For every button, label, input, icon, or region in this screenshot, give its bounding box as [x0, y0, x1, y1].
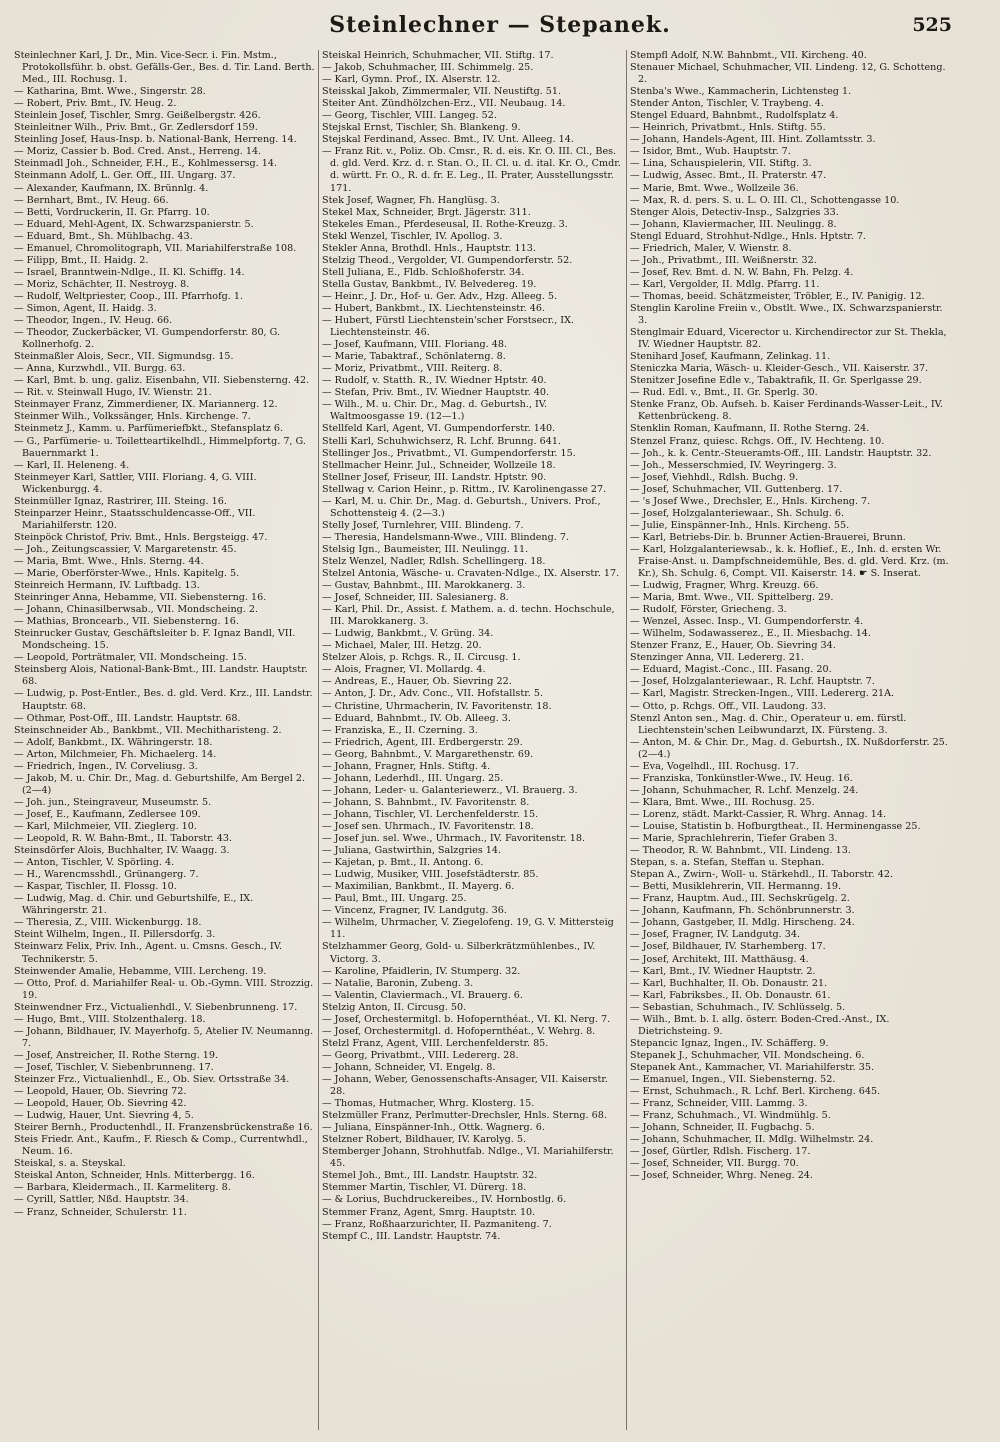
directory-entry: — Josef, Orchestermitgl. d. Hofopernthéat., V. Wehrg. 8. [322, 1025, 596, 1037]
directory-entry: — Kajetan, p. Bmt., II. Antong. 6. [322, 857, 484, 869]
directory-entry: — Heinr., J. Dr., Hof- u. Ger. Adv., Hzg. Alleeg. 5. [322, 290, 558, 302]
page-number: 525 [912, 14, 952, 36]
directory-entry: — Marie, Bmt. Wwe., Wollzeile 36. [630, 182, 799, 194]
directory-entry: — Friedrich, Maler, V. Wienstr. 8. [630, 242, 792, 254]
directory-entry: — & Lorius, Buchdruckereibes., IV. Hornbostlg. 6. [322, 1194, 567, 1206]
directory-entry: — Wilh., Bmt. b. I. allg. österr. Boden-Cred.-Anst., IX. Dietrichsteing. 9. [630, 1013, 890, 1037]
directory-entry: — Simon, Agent, II. Haidg. 3. [14, 302, 157, 314]
directory-entry: — Theodor, R. W. Bahnbmt., VII. Lindeng. 13. [630, 845, 851, 857]
directory-entry: — Klara, Bmt. Wwe., III. Rochusg. 25. [630, 796, 815, 808]
directory-entry: — Marie, Sprachlehrerin, Tiefer Graben 3. [630, 833, 838, 845]
directory-entry: — Rudolf, v. Statth. R., IV. Wiedner Hptstr. 40. [322, 375, 547, 387]
directory-entry: Stellmacher Heinr. Jul., Schneider, Wollzeile 18. [322, 459, 556, 471]
column-2 [322, 50, 624, 1432]
directory-entry: Stempf C., III. Landstr. Hauptstr. 74. [322, 1230, 501, 1242]
directory-entry: — Andreas, E., Hauer, Ob. Sievring 22. [322, 676, 512, 688]
column-divider [318, 50, 319, 1430]
directory-entry: Stengl Eduard, Strohhut-Ndlge., Hnls. Hptstr. 7. [630, 230, 866, 242]
directory-entry: — Eduard, Bahnbmt., IV. Ob. Alleeg. 3. [322, 712, 511, 724]
directory-entry: — Juliana, Gastwirthin, Salzgries 14. [322, 845, 502, 857]
directory-entry: Stenke Franz, Ob. Aufseh. b. Kaiser Ferdinands-Wasser-Leit., IV. Kettenbrückeng. 8. [630, 399, 943, 423]
directory-entry: — Otto, Prof. d. Mariahilfer Real- u. Ob.-Gymn. VIII. Strozzig. 19. [14, 977, 314, 1001]
directory-entry: Stejskal Ferdinand, Assec. Bmt., IV. Unt. Alleeg. 14. [322, 134, 574, 146]
directory-entry: Stelsig Ign., Baumeister, III. Neulingg. 11. [322, 543, 529, 555]
directory-entry: — Joh., Messerschmied, IV. Weyringerg. 3. [630, 459, 837, 471]
directory-entry: Stemberger Johann, Strohhutfab. Ndlge., VI. Mariahilferstr. 45. [322, 1146, 614, 1170]
directory-entry: — Emanuel, Chromolitograph, VII. Mariahilferstraße 108. [14, 242, 297, 254]
directory-entry: Stenglin Karoline Freiin v., Obstlt. Wwe., IX. Schwarzspanierstr. 3. [630, 302, 943, 327]
directory-entry: — Josef, Schuhmacher, VII. Guttenberg. 17. [630, 483, 843, 495]
directory-entry: — Ludwig, Bankbmt., V. Grüng. 34. [322, 628, 494, 640]
directory-entry: — Ludwig, p. Post-Entler., Bes. d. gld. Verd. Krz., III. Landstr. Hauptstr. 68. [14, 688, 313, 712]
directory-entry: Stekeles Eman., Pferdeseusal, II. Rothe-Kreuzg. 3. [322, 218, 568, 230]
directory-entry: Stepanek Ant., Kammacher, VI. Mariahilferstr. 35. [630, 1061, 874, 1073]
directory-entry: — Betti, Vordruckerin, II. Gr. Pfarrg. 10. [14, 206, 210, 218]
directory-entry: — Theresia, Z., VIII. Wickenburgg. 18. [14, 917, 202, 929]
directory-entry: — Jakob, M. u. Chir. Dr., Mag. d. Geburtshilfe, Am Bergel 2. (2—4) [14, 772, 306, 796]
directory-entry: — Rudolf, Weltpriester, Coop., III. Pfarrhofg. 1. [14, 290, 244, 302]
directory-entry: — Karl, Gymn. Prof., IX. Alserstr. 12. [322, 74, 501, 86]
directory-entry: — Johann, S. Bahnbmt., IV. Favoritenstr. 8. [322, 796, 530, 808]
directory-entry: Steinleitner Wilh., Priv. Bmt., Gr. Zedlersdorf 159. [14, 122, 258, 134]
page-header [0, 12, 1000, 46]
directory-entry: Stejskal Ernst, Tischler, Sh. Blankeng. 9. [322, 122, 521, 134]
column-3 [630, 50, 950, 1432]
directory-entry: Stenglmair Eduard, Vicerector u. Kirchendirector zur St. Thekla, IV. Wiedner Hauptstr. 82. [630, 327, 947, 351]
directory-entry: Steinmaßler Alois, Secr., VII. Sigmundsg. 15. [14, 351, 234, 363]
directory-entry: — Mathias, Broncearb., VII. Siebensterng. 16. [14, 616, 239, 628]
column-divider [626, 50, 627, 1430]
directory-entry: Stengel Eduard, Bahnbmt., Rudolfsplatz 4. [630, 110, 839, 122]
directory-entry: — Josef, Schneider, Whrg. Neneg. 24. [630, 1170, 813, 1182]
directory-entry: — Josef, Viehhdl., Rdlsh. Buchg. 9. [630, 471, 799, 483]
column-1 [14, 50, 316, 1432]
directory-entry: Steinrucker Gustav, Geschäftsleiter b. F. Ignaz Bandl, VII. Mondscheing. 15. [14, 628, 296, 652]
directory-entry: — Barbara, Kleidermach., II. Karmeliterg. 8. [14, 1182, 231, 1194]
directory-entry: — Josef, Schneider, VII. Burgg. 70. [630, 1158, 799, 1170]
directory-entry: — Josef, Gürtler, Rdlsh. Fischerg. 17. [630, 1146, 811, 1158]
directory-entry: Stepan, s. a. Stefan, Steffan u. Stephan. [630, 857, 825, 869]
directory-entry: Stelzner Robert, Bildhauer, IV. Karolyg. 5. [322, 1134, 527, 1146]
directory-entry: Stenzel Franz, quiesc. Rchgs. Off., IV. Hechteng. 10. [630, 435, 885, 447]
directory-entry: — Leopold, Hauer, Ob. Sievring 42. [14, 1098, 187, 1110]
directory-entry: — Johann, Handels-Agent, III. Hint. Zollamtsstr. 3. [630, 134, 876, 146]
directory-entry: — Sebastian, Schuhmach., IV. Schlüsselg. 5. [630, 1001, 846, 1013]
directory-entry: Stemel Joh., Bmt., III. Landstr. Hauptstr. 32. [322, 1170, 538, 1182]
directory-entry: Stek Josef, Wagner, Fh. Hanglüsg. 3. [322, 194, 500, 206]
directory-entry: — Valentin, Claviermach., VI. Brauerg. 6. [322, 989, 523, 1001]
directory-entry: Stelly Josef, Turnlehrer, VIII. Blindeng. 7. [322, 519, 524, 531]
directory-entry: — Josef, Holzgalanteriewaar., Sh. Schulg. 6. [630, 507, 845, 519]
directory-entry: — Robert, Priv. Bmt., IV. Heug. 2. [14, 98, 177, 110]
directory-entry: — Johann, Leder- u. Galanteriewerz., VI. Brauerg. 3. [322, 784, 578, 796]
directory-entry: — Karl, Bmt. b. ung. galiz. Eisenbahn, VII. Siebensterng. 42. [14, 375, 310, 387]
directory-entry: — Leopold, R. W. Bahn-Bmt., II. Taborstr. 43. [14, 833, 233, 845]
directory-entry: — Eduard, Magist.-Conc., III. Fasang. 20. [630, 664, 832, 676]
directory-entry: — Vincenz, Fragner, IV. Landgutg. 36. [322, 905, 507, 917]
directory-entry: Steinmüller Ignaz, Rastrirer, III. Steing. 16. [14, 495, 227, 507]
directory-entry: — Arton, Milchmeier, Fh. Michaelerg. 14. [14, 748, 217, 760]
directory-entry: — Franz, Schneider, Schulerstr. 11. [14, 1206, 187, 1218]
directory-entry: — Karl, Vergolder, II. Mdlg. Pfarrg. 11. [630, 278, 820, 290]
directory-entry: Stender Anton, Tischler, V. Traybeng. 4. [630, 98, 824, 110]
directory-entry: — Anton, Tischler, V. Spörling. 4. [14, 857, 175, 869]
directory-entry: — Anna, Kurzwhdl., VII. Burgg. 63. [14, 363, 186, 375]
directory-entry: — Alexander, Kaufmann, IX. Brünnlg. 4. [14, 182, 209, 194]
directory-entry: — Georg, Tischler, VIII. Langeg. 52. [322, 110, 497, 122]
directory-entry: — Josef, Kaufmann, VIII. Floriang. 48. [322, 339, 508, 351]
directory-entry: — Otto, p. Rchgs. Off., VII. Laudong. 33. [630, 700, 827, 712]
directory-entry: — Lorenz, städt. Markt-Cassier, R. Whrg. Annag. 14. [630, 808, 886, 820]
directory-entry: Stempfl Adolf, N.W. Bahnbmt., VII. Kircheng. 40. [630, 50, 867, 61]
directory-entry: Steirer Bernh., Productenhdl., II. Franzensbrückenstraße 16. [14, 1122, 313, 1134]
directory-entry: Stekel Max, Schneider, Brgt. Jägerstr. 311. [322, 206, 531, 218]
directory-entry: Stekler Anna, Brothdl. Hnls., Hauptstr. 113. [322, 242, 536, 254]
directory-entry: — Johann, Chinasilberwsab., VII. Mondscheing. 2. [14, 604, 259, 616]
directory-entry: — Israel, Branntwein-Ndlge., II. Kl. Schiffg. 14. [14, 266, 245, 278]
directory-entry: Steinwarz Felix, Priv. Inh., Agent. u. Cmsns. Gesch., IV. Technikerstr. 5. [14, 941, 282, 965]
directory-entry: Stenauer Michael, Schuhmacher, VII. Lindeng. 12, G. Schotteng. 2. [630, 62, 946, 86]
directory-entry: — Johann, Schuhmacher, R. Lchf. Menzelg. 24. [630, 784, 859, 796]
directory-entry: Stelzig Anton, II. Circusg. 50. [322, 1001, 467, 1013]
directory-entry: Steiskal Heinrich, Schuhmacher, VII. Stiftg. 17. [322, 50, 554, 61]
directory-entry: Stenklin Roman, Kaufmann, II. Rothe Sterng. 24. [630, 423, 870, 435]
directory-entry: Steinsdörfer Alois, Buchhalter, IV. Waagg. 3. [14, 845, 230, 857]
directory-entry: Steniczka Maria, Wäsch- u. Kleider-Gesch., VII. Kaiserstr. 37. [630, 363, 929, 375]
directory-entry: Stelzel Antonia, Wäsche- u. Cravaten-Ndlge., IX. Alserstr. 17. [322, 568, 620, 580]
directory-entry: — Rud. Edl. v., Bmt., II. Gr. Sperlg. 30. [630, 387, 818, 399]
directory-entry: — Ludwig, Assec. Bmt., II. Praterstr. 47. [630, 170, 827, 182]
directory-entry: — Karl, Buchhalter, II. Ob. Donaustr. 21. [630, 977, 828, 989]
directory-entry: Stemmer Franz, Agent, Smrg. Hauptstr. 10. [322, 1206, 536, 1218]
directory-entry: — Franz Rit. v., Poliz. Ob. Cmsr., R. d. eis. Kr. O. III. Cl., Bes. d. gld. Verd. Krz. d. r. Stan. O., II. Cl. u. d. ital. Kr. O., Cmdr. d. württ. Fr. O., R. d. fr. E. Leg., II. Prater, Ausstellungsstr. 171. [322, 146, 621, 194]
directory-entry: Steinschneider Ab., Bankbmt., VII. Mechitharisteng. 2. [14, 724, 282, 736]
directory-entry: — Ludwig, Fragner, Whrg. Kreuzg. 66. [630, 580, 819, 592]
directory-entry: Steinparzer Heinr., Staatsschuldencasse-Off., VII. Mariahilferstr. 120. [14, 507, 256, 531]
directory-entry: — Karl, Bmt., IV. Wiedner Hauptstr. 2. [630, 965, 816, 977]
directory-entry: — Cyrill, Sattler, Nßd. Hauptstr. 34. [14, 1194, 189, 1206]
directory-entry: — Josef sen. Uhrmach., IV. Favoritenstr. 18. [322, 821, 534, 832]
directory-entry: — Josef, Bildhauer, IV. Starhemberg. 17. [630, 941, 826, 953]
directory-entry: Stelli Karl, Schuhwichserz, R. Lchf. Brunng. 641. [322, 435, 561, 447]
directory-entry: — Julie, Einspänner-Inh., Hnls. Kircheng. 55. [630, 519, 850, 531]
directory-entry: Steinmann Adolf, L. Ger. Off., III. Ungarg. 37. [14, 170, 236, 182]
directory-entry: Stelzmüller Franz, Perlmutter-Drechsler, Hnls. Sterng. 68. [322, 1110, 607, 1122]
directory-entry: — Johann, Schneider, II. Fugbachg. 5. [630, 1122, 815, 1134]
directory-entry: Stepancic Ignaz, Ingen., IV. Schäfferg. 9. [630, 1037, 829, 1049]
directory-entry: — Bernhart, Bmt., IV. Heug. 66. [14, 194, 169, 206]
directory-entry: Stenba's Wwe., Kammacherin, Lichtensteg 1. [630, 86, 852, 98]
directory-entry: Stellinger Jos., Privatbmt., VI. Gumpendorferstr. 15. [322, 447, 576, 459]
directory-entry: Steint Wilhelm, Ingen., II. Pillersdorfg. 3. [14, 929, 216, 941]
directory-entry: — Franziska, Tonkünstler-Wwe., IV. Heug. 16. [630, 772, 853, 784]
directory-entry: — Ludwig, Mag. d. Chir. und Geburtshilfe, E., IX. Währingerstr. 21. [14, 893, 254, 917]
directory-entry: — Filipp, Bmt., II. Haidg. 2. [14, 254, 149, 266]
directory-entry: — Rudolf, Förster, Griecheng. 3. [630, 604, 787, 616]
directory-entry: — Moriz, Privatbmt., VIII. Reiterg. 8. [322, 363, 503, 375]
directory-entry: — Karl, II. Heleneng. 4. [14, 459, 130, 471]
directory-entry: — Karoline, Pfaidlerin, IV. Stumperg. 32. [322, 965, 521, 977]
directory-entry: — Anton, J. Dr., Adv. Conc., VII. Hofstallstr. 5. [322, 688, 543, 700]
directory-entry: — Ernst, Schuhmach., R. Lchf. Berl. Kircheng. 645. [630, 1086, 881, 1098]
directory-entry: — Theodor, Zuckerbäcker, VI. Gumpendorferstr. 80, G. Kollnerhofg. 2. [14, 327, 281, 351]
directory-entry: Steis Friedr. Ant., Kaufm., F. Riesch & Comp., Currentwhdl., Neum. 16. [14, 1134, 308, 1158]
directory-entry: — Josef, Holzgalanteriewaar., R. Lchf. Hauptstr. 7. [630, 676, 875, 688]
directory-entry: — Joh. jun., Steingraveur, Museumstr. 5. [14, 796, 212, 808]
directory-entry: — Betti, Musiklehrerin, VII. Hermanng. 19. [630, 881, 842, 893]
directory-entry: Stekl Wenzel, Tischler, IV. Apollog. 3. [322, 230, 503, 242]
directory-entry: Steinmer Wilh., Volkssänger, Hnls. Kirchenge. 7. [14, 411, 251, 423]
directory-entry: — Lina, Schauspielerin, VII. Stiftg. 3. [630, 158, 812, 170]
directory-entry: Stellfeld Karl, Agent, VI. Gumpendorferstr. 140. [322, 423, 556, 435]
directory-entry: — Jakob, Schuhmacher, III. Schimmelg. 25. [322, 62, 534, 74]
directory-entry: — 's Josef Wwe., Drechsler, E., Hnls. Kircheng. 7. [630, 495, 871, 507]
directory-entry: — Maria, Bmt. Wwe., VII. Spittelberg. 29. [630, 592, 834, 604]
directory-entry: — Johann, Klaviermacher, III. Neulingg. 8. [630, 218, 837, 230]
directory-entry: — Hubert, Fürstl Liechtenstein'scher Forstsecr., IX. Liechtensteinstr. 46. [322, 315, 574, 339]
directory-entry: — Stefan, Priv. Bmt., IV. Wiedner Hauptstr. 40. [322, 387, 550, 399]
directory-entry: — Hugo, Bmt., VIII. Stolzenthalerg. 18. [14, 1013, 206, 1025]
directory-entry: — Joh., Zeitungscassier, V. Margaretenstr. 45. [14, 543, 237, 555]
directory-entry: Steisskal Jakob, Zimmermaler, VII. Neustiftg. 51. [322, 86, 562, 98]
directory-entry: Steinmetz J., Kamm. u. Parfümeriefbkt., Stefansplatz 6. [14, 423, 283, 435]
directory-entry: — Wilhelm, Sodawasserez., E., II. Miesbachg. 14. [630, 628, 871, 640]
directory-entry: — Josef, Tischler, V. Siebenbrunneng. 17. [14, 1061, 214, 1073]
directory-entry: — Karl, Betriebs-Dir. b. Brunner Actien-Brauerei, Brunn. [630, 531, 906, 543]
directory-entry: Steinlechner Karl, J. Dr., Min. Vice-Secr. i. Fin. Mstm., Protokollsführ. b. obst. Gefälls-Ger., Bes. d. Tir. Land. Berth. Med., III. Rochusg. 1. [14, 50, 315, 86]
directory-entry: — Emanuel, Ingen., VII. Siebensterng. 52. [630, 1073, 836, 1085]
directory-entry: — Othmar, Post-Off., III. Landstr. Hauptstr. 68. [14, 712, 241, 724]
directory-entry: Steinwender Amalie, Hebamme, VIII. Lercheng. 19. [14, 965, 267, 977]
directory-entry: — Johann, Weber, Genossenschafts-Ansager, VII. Kaiserstr. 28. [322, 1073, 608, 1098]
directory-entry: Steiskal, s. a. Steyskal. [14, 1158, 126, 1170]
directory-entry: — Wilhelm, Uhrmacher, V. Ziegelofeng. 19, G. V. Mittersteig 11. [322, 917, 614, 941]
directory-entry: Stella Gustav, Bankbmt., IV. Belvedereg. 19. [322, 278, 537, 290]
directory-entry: — Thomas, Hutmacher, Whrg. Klosterg. 15. [322, 1098, 535, 1110]
directory-entry: — Hubert, Bankbmt., IX. Liechtensteinstr. 46. [322, 302, 546, 314]
directory-entry: — Maria, Bmt. Wwe., Hnls. Sterng. 44. [14, 555, 204, 567]
directory-entry: Stenihard Josef, Kaufmann, Zelinkag. 11. [630, 351, 831, 363]
directory-entry: Steinwendner Frz., Victualienhdl., V. Siebenbrunneng. 17. [14, 1001, 298, 1013]
directory-entry: — Heinrich, Privatbmt., Hnls. Stiftg. 55. [630, 122, 826, 134]
directory-entry: — Eduard, Bmt., Sh. Mühlbachg. 43. [14, 230, 193, 242]
directory-entry: — Johann, Fragner, Hnls. Stiftg. 4. [322, 760, 491, 772]
directory-entry: — Georg, Bahnbmt., V. Margarethenstr. 69. [322, 748, 534, 760]
directory-entry: — Johann, Bildhauer, IV. Mayerhofg. 5, Atelier IV. Neumanng. 7. [14, 1025, 314, 1049]
directory-entry: — Karl, Magistr. Strecken-Ingen., VIII. Ledererg. 21A. [630, 688, 895, 700]
directory-entry: Stepan A., Zwirn-, Woll- u. Stärkehdl., II. Taborstr. 42. [630, 869, 893, 881]
directory-entry: Stelzhammer Georg, Gold- u. Silberkrätzmühlenbes., IV. Victorg. 3. [322, 941, 596, 965]
directory-entry: — Michael, Maler, III. Hetzg. 20. [322, 640, 482, 652]
directory-entry: — Johann, Schneider, VI. Engelg. 8. [322, 1061, 496, 1073]
directory-entry: Stenzl Anton sen., Mag. d. Chir., Operateur u. em. fürstl. Liechtenstein'schen Leibwundarzt, IX. Fürsteng. 3. [630, 712, 907, 736]
directory-entry: — Kaspar, Tischler, II. Flossg. 10. [14, 881, 177, 893]
directory-entry: Steinmayer Franz, Zimmerdiener, IX. Mariannerg. 12. [14, 399, 278, 411]
directory-entry: — Maximilian, Bankbmt., II. Mayerg. 6. [322, 881, 515, 893]
directory-entry: — Ludwig, Hauer, Unt. Sievring 4, 5. [14, 1110, 194, 1122]
directory-entry: — Thomas, beeid. Schätzmeister, Tröbler, E., IV. Panigig. 12. [630, 290, 925, 302]
directory-entry: — Karl, Phil. Dr., Assist. f. Mathem. a. d. techn. Hochschule, III. Marokkanerg. 3. [322, 604, 615, 628]
directory-entry: — Johann, Gastgeber, II. Mdlg. Hirscheng. 24. [630, 917, 855, 929]
directory-entry: Stenitzer Josefine Edle v., Tabaktrafik, II. Gr. Sperlgasse 29. [630, 375, 922, 387]
directory-entry: Stelzer Alois, p. Rchgs. R., II. Circusg. 1. [322, 652, 521, 664]
directory-entry: Steinsberg Alois, National-Bank-Bmt., III. Landstr. Hauptstr. 68. [14, 664, 308, 688]
directory-entry: — Franz, Hauptm. Aud., III. Sechskrügelg. 2. [630, 893, 850, 905]
directory-entry: — Max, R. d. pers. S. u. L. O. III. Cl., Schottengasse 10. [630, 194, 900, 206]
directory-entry: Stenger Alois, Detectiv-Insp., Salzgries 33. [630, 206, 839, 218]
directory-entry: — G., Parfümerie- u. Toiletteartikelhdl., Himmelpfortg. 7, G. Bauernmarkt 1. [14, 435, 306, 459]
directory-entry: Steiter Ant. Zündhölzchen-Erz., VII. Neubaug. 14. [322, 98, 566, 110]
directory-entry: — Wenzel, Assec. Insp., VI. Gumpendorferstr. 4. [630, 616, 864, 628]
directory-entry: — Alois, Fragner, VI. Mollardg. 4. [322, 664, 486, 676]
directory-entry: Stelz Wenzel, Nadler, Rdlsh. Schellingerg. 18. [322, 555, 546, 567]
directory-entry: — Louise, Statistin b. Hofburgtheat., II. Herminengasse 25. [630, 821, 921, 832]
directory-entry: — Gustav, Bahnbmt., III. Marokkanerg. 3. [322, 580, 526, 592]
directory-entry: — Isidor, Bmt., Wub. Hauptstr. 7. [630, 146, 791, 158]
directory-entry: — Adolf, Bankbmt., IX. Währingerstr. 18. [14, 736, 213, 748]
directory-entry: — Anton, M. & Chir. Dr., Mag. d. Geburtsh., IX. Nußdorferstr. 25. (2—4.) [630, 736, 948, 760]
directory-entry: — Moriz, Cassier b. Bod. Cred. Anst., Herreng. 14. [14, 146, 262, 158]
directory-entry: — Franziska, E., II. Czerning. 3. [322, 724, 478, 736]
directory-entry: — Wilh., M. u. Chir. Dr., Mag. d. Geburtsh., IV. Waltmoosgasse 19. (12—1.) [322, 399, 548, 423]
directory-entry: — Franz, Roßhaarzurichter, II. Pazmaniteng. 7. [322, 1218, 552, 1230]
directory-entry: Steinringer Anna, Hebamme, VII. Siebensterng. 16. [14, 592, 267, 604]
directory-entry: Stenzer Franz, E., Hauer, Ob. Sievring 34. [630, 640, 836, 652]
directory-entry: Stepanek J., Schuhmacher, VII. Mondscheing. 6. [630, 1049, 865, 1061]
directory-entry: — H., Warencmsshdl., Grünangerg. 7. [14, 869, 199, 881]
directory-entry: — Theresia, Handelsmann-Wwe., VIII. Blindeng. 7. [322, 531, 569, 543]
directory-entry: — Karl, Milchmeier, VII. Zieglerg. 10. [14, 821, 197, 832]
directory-entry: — Theodor, Ingen., IV. Heug. 66. [14, 315, 173, 327]
directory-entry: — Ludwig, Musiker, VIII. Josefstädterstr. 85. [322, 869, 539, 881]
directory-entry: — Johann, Lederhdl., III. Ungarg. 25. [322, 772, 504, 784]
directory-entry: — Josef, Architekt, III. Matthäusg. 4. [630, 953, 809, 965]
directory-entry: — Johann, Schuhmacher, II. Mdlg. Wilhelmstr. 24. [630, 1134, 874, 1146]
directory-entry: — Franz, Schuhmach., VI. Windmühlg. 5. [630, 1110, 831, 1122]
directory-entry: — Paul, Bmt., III. Ungarg. 25. [322, 893, 467, 905]
directory-entry: — Josef, Schneider, III. Salesianerg. 8. [322, 592, 509, 604]
directory-entry: — Marie, Tabaktraf., Schönlaterng. 8. [322, 351, 506, 363]
running-title: Steinlechner — Stepanek. [329, 12, 671, 38]
directory-entry: Stenzinger Anna, VII. Ledererg. 21. [630, 652, 804, 664]
directory-entry: Steinmeyer Karl, Sattler, VIII. Floriang. 4, G. VIII. Wickenburgg. 4. [14, 471, 257, 495]
directory-entry: Steinlein Josef, Tischler, Smrg. Geißelbergstr. 426. [14, 110, 261, 122]
directory-entry: — Juliana, Einspänner-Inh., Ottk. Wagnerg. 6. [322, 1122, 545, 1134]
directory-entry: — Leopold, Porträtmaler, VII. Mondscheing. 15. [14, 652, 247, 664]
directory-entry: — Moriz, Schächter, II. Nestroyg. 8. [14, 278, 190, 290]
directory-entry: Stell Juliana, E., Fldb. Schloßhoferstr. 34. [322, 266, 525, 278]
directory-entry: — Natalie, Baronin, Zubeng. 3. [322, 977, 474, 989]
directory-entry: — Johann, Kaufmann, Fh. Schönbrunnerstr. 3. [630, 905, 855, 917]
directory-entry: Stellwag v. Carion Heinr., p. Rittm., IV. Karolinengasse 27. [322, 483, 607, 495]
directory-columns [14, 50, 988, 1432]
directory-entry: — Joh., k. k. Centr.-Steueramts-Off., III. Landstr. Hauptstr. 32. [630, 447, 932, 459]
directory-entry: Steinreich Hermann, IV. Luftbadg. 13. [14, 580, 200, 592]
directory-entry: — Karl, Fabriksbes., II. Ob. Donaustr. 61. [630, 989, 831, 1001]
directory-entry: — Marie, Oberförster-Wwe., Hnls. Kapitelg. 5. [14, 568, 240, 580]
directory-entry: Stelzl Franz, Agent, VIII. Lerchenfelderstr. 85. [322, 1037, 549, 1049]
directory-entry: — Eva, Vogelhdl., III. Rochusg. 17. [630, 760, 799, 772]
directory-entry: Steinling Josef, Haus-Insp. b. National-Bank, Herreng. 14. [14, 134, 297, 146]
directory-entry: — Josef, E., Kaufmann, Zedlersee 109. [14, 808, 201, 820]
directory-entry: Steiskal Anton, Schneider, Hnls. Mitterbergg. 16. [14, 1170, 255, 1182]
directory-entry: — Johann, Tischler, VI. Lerchenfelderstr. 15. [322, 808, 539, 820]
directory-entry: — Josef, Fragner, IV. Landgutg. 34. [630, 929, 800, 941]
directory-entry: Stellner Josef, Friseur, III. Landstr. Hptstr. 90. [322, 471, 547, 483]
directory-entry: — Josef, Orchestermitgl. b. Hofopernthéat., VI. Kl. Nerg. 7. [322, 1013, 611, 1025]
directory-entry: Steinpöck Christof, Priv. Bmt., Hnls. Bergsteigg. 47. [14, 531, 268, 543]
directory-entry: — Franz, Schneider, VIII. Lammg. 3. [630, 1098, 808, 1110]
directory-entry: — Christine, Uhrmacherin, IV. Favoritenstr. 18. [322, 700, 552, 712]
directory-entry: — Eduard, Mehl-Agent, IX. Schwarzspanierstr. 5. [14, 218, 254, 230]
directory-entry: — Friedrich, Ingen., IV. Corveliusg. 3. [14, 760, 198, 772]
directory-entry: — Josef, Rev. Bmt. d. N. W. Bahn, Fh. Pelzg. 4. [630, 266, 854, 278]
directory-entry: Steinzer Frz., Victualienhdl., E., Ob. Siev. Ortsstraße 34. [14, 1073, 290, 1085]
directory-entry: — Karl, Holzgalanteriewsab., k. k. Hoflief., E., Inh. d. ersten Wr. Fraise-Anst. u. Dampfschneidemühle, Bes. d. gld. Verd. Krz. (m. Kr.), Sh. Schulg. 6, Compt. VII. Kaiserstr. 14. ☛ S. Inserat. [630, 543, 949, 580]
directory-entry: Stelzig Theod., Vergolder, VI. Gumpendorferstr. 52. [322, 254, 573, 266]
directory-entry: — Katharina, Bmt. Wwe., Singerstr. 28. [14, 86, 206, 98]
directory-entry: — Rit. v. Steinwall Hugo, IV. Wienstr. 21. [14, 387, 212, 399]
directory-entry: — Friedrich, Agent, III. Erdbergerstr. 29. [322, 736, 523, 748]
directory-entry: Steinmadl Joh., Schneider, F.H., E., Kohlmessersg. 14. [14, 158, 277, 170]
directory-entry: — Karl, M. u. Chir. Dr., Mag. d. Geburtsh., Univers. Prof., Schottensteig 4. (2—3.) [322, 495, 601, 519]
directory-entry: — Josef, Anstreicher, II. Rothe Sterng. 19. [14, 1049, 219, 1061]
directory-entry: — Josef jun. sel. Wwe., Uhrmach., IV. Favoritenstr. 18. [322, 833, 586, 845]
directory-entry: — Georg, Privatbmt., VIII. Ledererg. 28. [322, 1049, 519, 1061]
directory-entry: — Joh., Privatbmt., III. Weißnerstr. 32. [630, 254, 817, 266]
directory-entry: — Leopold, Hauer, Ob. Sievring 72. [14, 1086, 187, 1098]
directory-entry: Stemmer Martin, Tischler, VI. Dürerg. 18. [322, 1182, 527, 1194]
